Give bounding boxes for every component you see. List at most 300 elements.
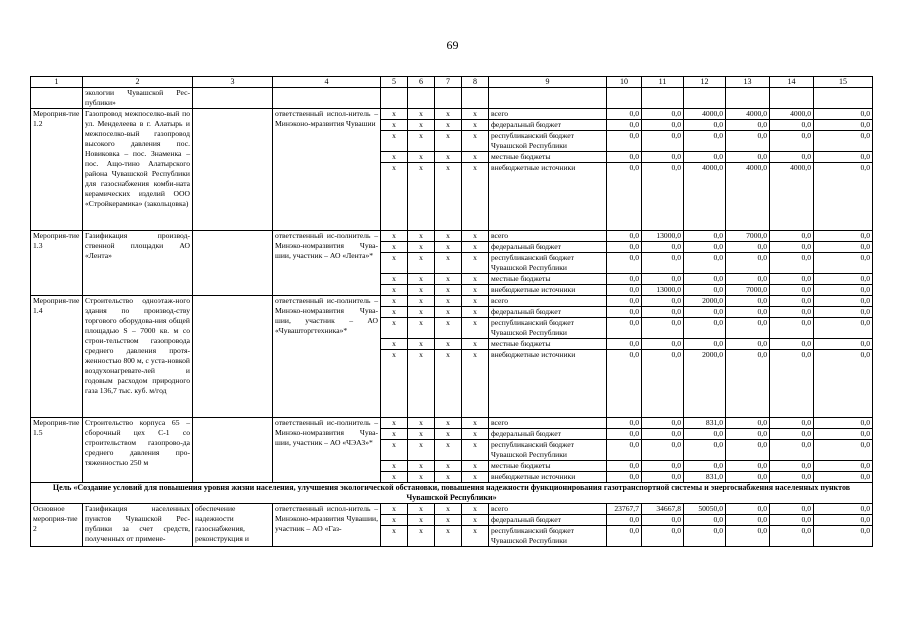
column-number: 10: [607, 77, 642, 88]
amount-cell: 831,0: [684, 472, 726, 483]
amount-cell: 0,0: [642, 339, 684, 350]
amount-cell: 0,0: [684, 339, 726, 350]
code-cell: x: [381, 515, 408, 526]
goal-row: [31, 483, 873, 504]
amount-cell: 0,0: [642, 418, 684, 429]
amount-cell: 0,0: [642, 120, 684, 131]
amount-cell: 0,0: [607, 318, 642, 339]
code-cell: x: [462, 231, 489, 242]
code-cell: x: [435, 461, 462, 472]
code-cell: x: [381, 274, 408, 285]
code-cell: x: [408, 472, 435, 483]
amount-cell: 0,0: [684, 440, 726, 461]
amount-cell: 0,0: [814, 461, 873, 472]
event-goal-cell: [193, 109, 273, 231]
amount-cell: 0,0: [607, 418, 642, 429]
funding-source-cell: республиканский бюджет Чувашской Республики: [489, 253, 607, 274]
code-cell: x: [381, 120, 408, 131]
amount-cell: 0,0: [607, 274, 642, 285]
code-cell: x: [462, 296, 489, 307]
amount-cell: 0,0: [726, 120, 770, 131]
amount-cell: 0,0: [770, 515, 814, 526]
amount-cell: 0,0: [607, 307, 642, 318]
amount-cell: 4000,0: [770, 109, 814, 120]
code-cell: x: [381, 418, 408, 429]
amount-cell: 0,0: [770, 504, 814, 515]
code-cell: x: [462, 285, 489, 296]
event-name-cell: Газопровод межпоселко-вый по ул. Менделеева в г. Алатырь и межпоселко-вый газопровод высокого давления пос. Новиковка – пос. Знаменка – пос. Ащо-тино Алатырского района Чувашской Республики для газоснабжения комби-ната керамических изделий ООО «Стройкерамика» (закольцовка): [83, 109, 193, 231]
code-cell: x: [408, 109, 435, 120]
amount-cell: 0,0: [726, 440, 770, 461]
amount-cell: 0,0: [684, 285, 726, 296]
amount-cell: 0,0: [684, 526, 726, 547]
code-cell: x: [435, 253, 462, 274]
code-cell: x: [381, 163, 408, 231]
amount-cell: 0,0: [726, 152, 770, 163]
amount-cell: 0,0: [684, 515, 726, 526]
empty-cell: [193, 88, 273, 109]
funding-source-cell: федеральный бюджет: [489, 120, 607, 131]
column-number: 8: [462, 77, 489, 88]
code-cell: x: [381, 296, 408, 307]
executor-cell: ответственный ис-полнитель – Минэко-номразвития Чува-шии, участник – АО «ЧЭАЗ»*: [273, 418, 381, 483]
amount-cell: 0,0: [607, 515, 642, 526]
amount-cell: 13000,0: [642, 285, 684, 296]
amount-cell: 0,0: [814, 429, 873, 440]
column-number: 4: [273, 77, 381, 88]
continuation-row: [31, 88, 873, 109]
column-number: 15: [814, 77, 873, 88]
amount-cell: 0,0: [770, 285, 814, 296]
amount-cell: 0,0: [814, 307, 873, 318]
amount-cell: 831,0: [684, 418, 726, 429]
code-cell: x: [435, 163, 462, 231]
amount-cell: 0,0: [770, 461, 814, 472]
code-cell: x: [381, 152, 408, 163]
amount-cell: 0,0: [770, 253, 814, 274]
code-cell: x: [408, 440, 435, 461]
page-number: 69: [446, 38, 459, 52]
code-cell: x: [435, 120, 462, 131]
code-cell: x: [435, 339, 462, 350]
amount-cell: 0,0: [607, 163, 642, 231]
funding-source-cell: местные бюджеты: [489, 274, 607, 285]
amount-cell: 13000,0: [642, 231, 684, 242]
code-cell: x: [381, 526, 408, 547]
amount-cell: 0,0: [642, 274, 684, 285]
amount-cell: 0,0: [814, 285, 873, 296]
amount-cell: 0,0: [642, 109, 684, 120]
funding-source-cell: всего: [489, 231, 607, 242]
amount-cell: 0,0: [726, 461, 770, 472]
event-goal-cell: [193, 418, 273, 483]
amount-cell: 0,0: [726, 429, 770, 440]
amount-cell: 0,0: [814, 472, 873, 483]
code-cell: x: [462, 429, 489, 440]
code-cell: x: [408, 515, 435, 526]
event-goal-cell: обеспечение надежности газоснабжения, реконструкция и: [193, 504, 273, 547]
code-cell: x: [462, 307, 489, 318]
code-cell: x: [435, 274, 462, 285]
amount-cell: 0,0: [814, 318, 873, 339]
code-cell: x: [381, 231, 408, 242]
code-cell: x: [381, 253, 408, 274]
funding-source-cell: внебюджетные источники: [489, 285, 607, 296]
code-cell: x: [435, 472, 462, 483]
amount-cell: 4000,0: [684, 163, 726, 231]
amount-cell: 0,0: [814, 109, 873, 120]
amount-cell: 0,0: [814, 418, 873, 429]
amount-cell: 0,0: [726, 307, 770, 318]
amount-cell: 0,0: [814, 440, 873, 461]
amount-cell: 0,0: [726, 253, 770, 274]
financing-table: [30, 76, 873, 547]
amount-cell: 0,0: [770, 231, 814, 242]
code-cell: x: [435, 242, 462, 253]
column-number: 11: [642, 77, 684, 88]
amount-cell: 2000,0: [684, 296, 726, 307]
executor-cell: ответственный ис-полнитель – Минэко-номразвития Чува-шии, участник – АО «Лента»*: [273, 231, 381, 296]
amount-cell: 0,0: [607, 242, 642, 253]
amount-cell: 0,0: [814, 253, 873, 274]
code-cell: x: [462, 131, 489, 152]
code-cell: x: [435, 318, 462, 339]
amount-cell: 0,0: [642, 515, 684, 526]
code-cell: x: [381, 339, 408, 350]
amount-cell: 0,0: [642, 307, 684, 318]
code-cell: x: [381, 461, 408, 472]
amount-cell: 0,0: [726, 526, 770, 547]
code-cell: x: [408, 131, 435, 152]
code-cell: x: [381, 472, 408, 483]
amount-cell: 0,0: [607, 429, 642, 440]
amount-cell: 2000,0: [684, 350, 726, 418]
code-cell: x: [381, 285, 408, 296]
goal-text: Цель «Создание условий для повышения уровня жизни населения, улучшения экологической обстановки, повышения надежности функционирования газотранспортной системы и энергоснабжения населенных пунктов Чувашской Республики»: [31, 483, 873, 504]
table-row: [31, 418, 873, 429]
funding-source-cell: всего: [489, 296, 607, 307]
amount-cell: 4000,0: [726, 109, 770, 120]
amount-cell: 0,0: [642, 131, 684, 152]
column-number: 12: [684, 77, 726, 88]
amount-cell: 4000,0: [726, 163, 770, 231]
code-cell: x: [462, 163, 489, 231]
code-cell: x: [408, 120, 435, 131]
code-cell: x: [462, 526, 489, 547]
event-name-cell: Строительство корпуса 65 – сборочный цех С-1 со строительством газопрово-да среднего давления про-тяженностью 250 м: [83, 418, 193, 483]
funding-source-cell: местные бюджеты: [489, 339, 607, 350]
event-name-cell: экологии Чувашской Рес-публики»: [83, 88, 193, 109]
amount-cell: 0,0: [642, 253, 684, 274]
amount-cell: 0,0: [770, 296, 814, 307]
funding-source-cell: федеральный бюджет: [489, 429, 607, 440]
amount-cell: 0,0: [770, 152, 814, 163]
event-goal-cell: [193, 296, 273, 418]
funding-source-cell: всего: [489, 109, 607, 120]
column-numbers-row: [31, 77, 873, 88]
amount-cell: 0,0: [642, 472, 684, 483]
code-cell: x: [408, 231, 435, 242]
code-cell: x: [462, 461, 489, 472]
code-cell: x: [408, 318, 435, 339]
code-cell: x: [435, 152, 462, 163]
event-name-cell: Строительство одноэтаж-ного здания по производ-ству торгового оборудова-ния общей площадью S – 7000 кв. м со строи-тельством газопровода среднего давления протя-женностью 800 м, с уста-новкой воздухонагревате-лей и годовым расходом природного газа 136,7 тыс. куб. м/год: [83, 296, 193, 418]
amount-cell: 0,0: [684, 231, 726, 242]
amount-cell: 0,0: [607, 296, 642, 307]
amount-cell: 0,0: [642, 461, 684, 472]
amount-cell: 0,0: [770, 131, 814, 152]
amount-cell: 0,0: [726, 472, 770, 483]
amount-cell: 0,0: [814, 339, 873, 350]
amount-cell: 4000,0: [684, 109, 726, 120]
table-row: [31, 109, 873, 120]
amount-cell: 0,0: [770, 472, 814, 483]
column-number: 9: [489, 77, 607, 88]
code-cell: x: [381, 131, 408, 152]
code-cell: x: [381, 429, 408, 440]
amount-cell: 0,0: [814, 515, 873, 526]
amount-cell: 0,0: [726, 296, 770, 307]
code-cell: x: [408, 418, 435, 429]
event-code-cell: Мероприя-тие 1.3: [31, 231, 83, 296]
amount-cell: 0,0: [726, 504, 770, 515]
code-cell: x: [408, 163, 435, 231]
amount-cell: 0,0: [607, 152, 642, 163]
amount-cell: 0,0: [607, 440, 642, 461]
amount-cell: 34667,8: [642, 504, 684, 515]
amount-cell: 0,0: [607, 285, 642, 296]
empty-cell: [435, 88, 462, 109]
event-code-cell: Основное мероприя-тие 2: [31, 504, 83, 547]
code-cell: x: [408, 253, 435, 274]
executor-cell: ответственный испол-нитель – Минэконо-мразвития Чувашии: [273, 109, 381, 231]
column-number: 5: [381, 77, 408, 88]
amount-cell: 0,0: [726, 318, 770, 339]
code-cell: x: [435, 504, 462, 515]
code-cell: x: [462, 152, 489, 163]
amount-cell: 0,0: [770, 440, 814, 461]
column-number: 13: [726, 77, 770, 88]
amount-cell: 0,0: [642, 163, 684, 231]
amount-cell: 0,0: [607, 461, 642, 472]
amount-cell: 0,0: [607, 526, 642, 547]
code-cell: x: [408, 296, 435, 307]
column-number: 6: [408, 77, 435, 88]
table-body: [31, 77, 873, 547]
code-cell: x: [408, 242, 435, 253]
amount-cell: 0,0: [814, 242, 873, 253]
funding-source-cell: федеральный бюджет: [489, 307, 607, 318]
empty-cell: [642, 88, 684, 109]
code-cell: x: [408, 350, 435, 418]
table-row: [31, 231, 873, 242]
amount-cell: 23767,7: [607, 504, 642, 515]
amount-cell: 0,0: [814, 526, 873, 547]
empty-cell: [408, 88, 435, 109]
event-name-cell: Газификация населенных пунктов Чувашской Рес-публики за счет средств, полученных от примене-: [83, 504, 193, 547]
empty-cell: [814, 88, 873, 109]
empty-cell: [607, 88, 642, 109]
code-cell: x: [435, 526, 462, 547]
code-cell: x: [435, 307, 462, 318]
table-row: [31, 504, 873, 515]
event-name-cell: Газификация производ-ственной площадки АО «Лента»: [83, 231, 193, 296]
funding-source-cell: республиканский бюджет Чувашской Республики: [489, 440, 607, 461]
amount-cell: 4000,0: [770, 163, 814, 231]
code-cell: x: [462, 253, 489, 274]
amount-cell: 0,0: [607, 339, 642, 350]
funding-source-cell: местные бюджеты: [489, 152, 607, 163]
amount-cell: 0,0: [726, 131, 770, 152]
code-cell: x: [435, 515, 462, 526]
amount-cell: 0,0: [770, 242, 814, 253]
code-cell: x: [381, 440, 408, 461]
table-row: [31, 296, 873, 307]
code-cell: x: [408, 504, 435, 515]
amount-cell: 0,0: [770, 350, 814, 418]
code-cell: x: [381, 109, 408, 120]
code-cell: x: [462, 274, 489, 285]
funding-source-cell: внебюджетные источники: [489, 350, 607, 418]
amount-cell: 0,0: [726, 339, 770, 350]
column-number: 1: [31, 77, 83, 88]
code-cell: x: [435, 285, 462, 296]
amount-cell: 0,0: [770, 120, 814, 131]
amount-cell: 0,0: [684, 318, 726, 339]
amount-cell: 0,0: [770, 429, 814, 440]
funding-source-cell: местные бюджеты: [489, 461, 607, 472]
amount-cell: 0,0: [814, 350, 873, 418]
amount-cell: 0,0: [726, 350, 770, 418]
code-cell: x: [408, 429, 435, 440]
empty-cell: [381, 88, 408, 109]
code-cell: x: [408, 152, 435, 163]
amount-cell: 0,0: [642, 526, 684, 547]
amount-cell: 0,0: [726, 515, 770, 526]
code-cell: x: [462, 418, 489, 429]
empty-cell: [489, 88, 607, 109]
code-cell: x: [462, 109, 489, 120]
amount-cell: 0,0: [684, 152, 726, 163]
amount-cell: 0,0: [642, 152, 684, 163]
amount-cell: 0,0: [814, 163, 873, 231]
empty-cell: [770, 88, 814, 109]
code-cell: x: [462, 318, 489, 339]
code-cell: x: [381, 504, 408, 515]
amount-cell: 0,0: [642, 350, 684, 418]
code-cell: x: [435, 131, 462, 152]
code-cell: x: [462, 504, 489, 515]
code-cell: x: [462, 472, 489, 483]
amount-cell: 0,0: [770, 274, 814, 285]
amount-cell: 0,0: [684, 429, 726, 440]
event-code-cell: Мероприя-тие 1.5: [31, 418, 83, 483]
amount-cell: 0,0: [684, 253, 726, 274]
code-cell: x: [408, 339, 435, 350]
amount-cell: 0,0: [814, 131, 873, 152]
amount-cell: 0,0: [684, 131, 726, 152]
funding-source-cell: внебюджетные источники: [489, 163, 607, 231]
empty-cell: [726, 88, 770, 109]
amount-cell: 0,0: [607, 350, 642, 418]
amount-cell: 0,0: [607, 120, 642, 131]
empty-cell: [462, 88, 489, 109]
amount-cell: 0,0: [770, 318, 814, 339]
amount-cell: 0,0: [814, 274, 873, 285]
code-cell: x: [408, 461, 435, 472]
amount-cell: 0,0: [607, 231, 642, 242]
amount-cell: 0,0: [607, 472, 642, 483]
code-cell: x: [408, 274, 435, 285]
amount-cell: 0,0: [814, 231, 873, 242]
funding-source-cell: республиканский бюджет Чувашской Республики: [489, 318, 607, 339]
amount-cell: 0,0: [814, 152, 873, 163]
code-cell: x: [435, 350, 462, 418]
amount-cell: 0,0: [770, 526, 814, 547]
code-cell: x: [381, 318, 408, 339]
amount-cell: 0,0: [770, 307, 814, 318]
amount-cell: 0,0: [684, 461, 726, 472]
code-cell: x: [462, 242, 489, 253]
code-cell: x: [408, 285, 435, 296]
funding-source-cell: федеральный бюджет: [489, 515, 607, 526]
column-number: 3: [193, 77, 273, 88]
code-cell: x: [462, 350, 489, 418]
empty-cell: [684, 88, 726, 109]
event-code-cell: Мероприя-тие 1.2: [31, 109, 83, 231]
code-cell: x: [435, 418, 462, 429]
amount-cell: 0,0: [726, 242, 770, 253]
funding-source-cell: всего: [489, 418, 607, 429]
amount-cell: 0,0: [770, 339, 814, 350]
code-cell: x: [381, 350, 408, 418]
code-cell: x: [381, 242, 408, 253]
amount-cell: 0,0: [770, 418, 814, 429]
code-cell: x: [435, 440, 462, 461]
amount-cell: 0,0: [684, 274, 726, 285]
amount-cell: 7000,0: [726, 231, 770, 242]
amount-cell: 0,0: [607, 109, 642, 120]
amount-cell: 0,0: [607, 253, 642, 274]
amount-cell: 0,0: [607, 131, 642, 152]
code-cell: x: [435, 429, 462, 440]
amount-cell: 50050,0: [684, 504, 726, 515]
code-cell: x: [408, 307, 435, 318]
funding-source-cell: республиканский бюджет Чувашской Республики: [489, 131, 607, 152]
amount-cell: 0,0: [814, 504, 873, 515]
amount-cell: 0,0: [642, 429, 684, 440]
code-cell: x: [462, 440, 489, 461]
amount-cell: 0,0: [642, 242, 684, 253]
amount-cell: 0,0: [642, 296, 684, 307]
code-cell: x: [381, 307, 408, 318]
code-cell: x: [462, 120, 489, 131]
amount-cell: 7000,0: [726, 285, 770, 296]
code-cell: x: [462, 515, 489, 526]
code-cell: x: [435, 296, 462, 307]
funding-source-cell: республиканский бюджет Чувашской Республики: [489, 526, 607, 547]
event-code-cell: Мероприя-тие 1.4: [31, 296, 83, 418]
column-number: 7: [435, 77, 462, 88]
funding-source-cell: всего: [489, 504, 607, 515]
amount-cell: 0,0: [814, 296, 873, 307]
funding-source-cell: внебюджетные источники: [489, 472, 607, 483]
amount-cell: 0,0: [684, 120, 726, 131]
code-cell: x: [408, 526, 435, 547]
amount-cell: 0,0: [642, 318, 684, 339]
amount-cell: 0,0: [726, 274, 770, 285]
funding-source-cell: федеральный бюджет: [489, 242, 607, 253]
